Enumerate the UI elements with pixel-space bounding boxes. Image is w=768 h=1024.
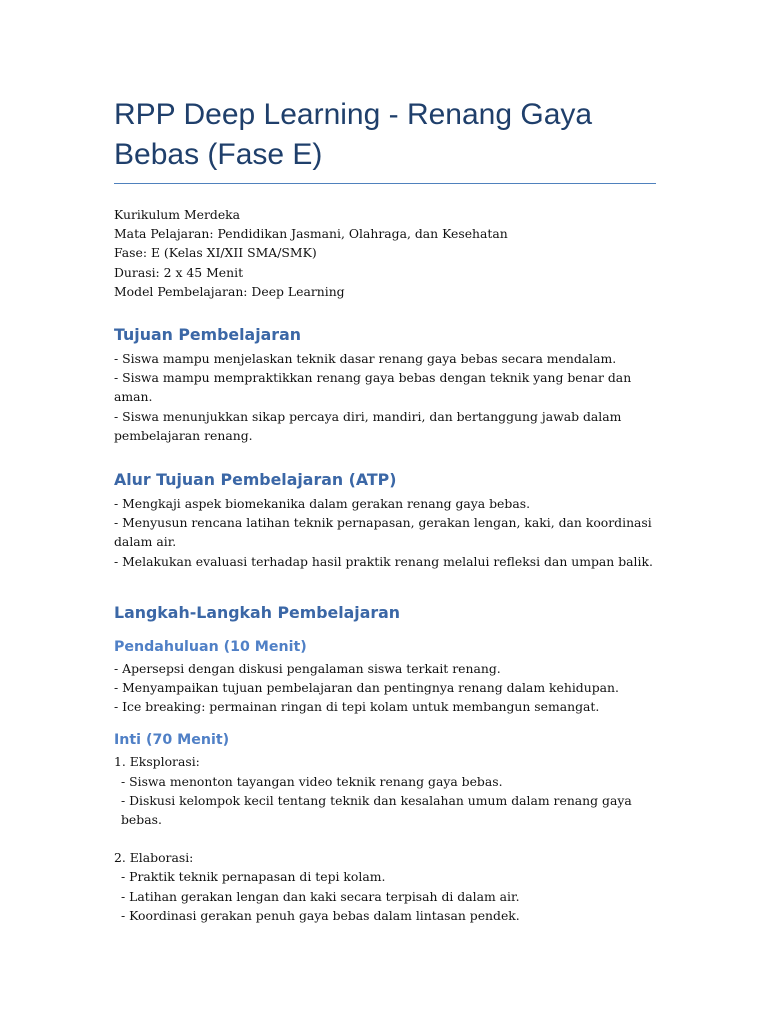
tujuan-item: - Siswa mampu mempraktikkan renang gaya bebas dengan teknik yang benar dan aman.: [114, 370, 632, 405]
elaborasi-label: 2. Elaborasi:: [114, 850, 194, 866]
tujuan-item: - Siswa menunjukkan sikap percaya diri, mandiri, dan bertanggung jawab dalam pembelajaran renang.: [114, 408, 622, 443]
heading-tujuan: Tujuan Pembelajaran: [114, 325, 301, 345]
document-title: RPP Deep Learning - Renang Gaya Bebas (Fase E): [114, 95, 656, 184]
meta-mata-pelajaran: Mata Pelajaran: Pendidikan Jasmani, Olahraga, dan Kesehatan: [114, 226, 508, 242]
atp-item: - Mengkaji aspek biomekanika dalam gerakan renang gaya bebas.: [114, 496, 531, 512]
inti-elaborasi: [114, 848, 656, 925]
eksplorasi-label: 1. Eksplorasi:: [114, 754, 200, 770]
inti-eksplorasi: [114, 752, 656, 829]
heading-inti: Inti (70 Menit): [114, 732, 230, 749]
eksplorasi-item: - Diskusi kelompok kecil tentang teknik dan kesalahan umum dalam renang gaya bebas.: [121, 792, 632, 828]
meta-durasi: Durasi: 2 x 45 Menit: [114, 264, 244, 280]
meta-model: Model Pembelajaran: Deep Learning: [114, 283, 345, 299]
pendahuluan-list: [114, 659, 656, 717]
meta-fase: Fase: E (Kelas XI/XII SMA/SMK): [114, 245, 317, 261]
heading-langkah: Langkah-Langkah Pembelajaran: [114, 602, 401, 622]
elaborasi-item: - Praktik teknik pernapasan di tepi kolam.: [121, 869, 386, 885]
elaborasi-item: - Koordinasi gerakan penuh gaya bebas dalam lintasan pendek.: [121, 907, 520, 923]
eksplorasi-item: - Siswa menonton tayangan video teknik renang gaya bebas.: [121, 773, 503, 789]
atp-item: - Menyusun rencana latihan teknik pernapasan, gerakan lengan, kaki, dan koordinasi dalam air.: [114, 515, 652, 550]
atp-item: - Melakukan evaluasi terhadap hasil praktik renang melalui refleksi dan umpan balik.: [114, 553, 653, 569]
tujuan-item: - Siswa mampu menjelaskan teknik dasar renang gaya bebas secara mendalam.: [114, 351, 617, 367]
pendahuluan-item: - Ice breaking: permainan ringan di tepi kolam untuk membangun semangat.: [114, 699, 600, 715]
meta-block: [114, 205, 656, 301]
heading-pendahuluan: Pendahuluan (10 Menit): [114, 638, 307, 655]
atp-list: [114, 494, 656, 571]
elaborasi-item: - Latihan gerakan lengan dan kaki secara terpisah di dalam air.: [121, 888, 520, 904]
meta-kurikulum: Kurikulum Merdeka: [114, 207, 241, 222]
heading-atp: Alur Tujuan Pembelajaran (ATP): [114, 470, 397, 490]
pendahuluan-item: - Apersepsi dengan diskusi pengalaman siswa terkait renang.: [114, 660, 501, 676]
pendahuluan-item: - Menyampaikan tujuan pembelajaran dan pentingnya renang dalam kehidupan.: [114, 680, 619, 696]
tujuan-list: [114, 349, 656, 445]
